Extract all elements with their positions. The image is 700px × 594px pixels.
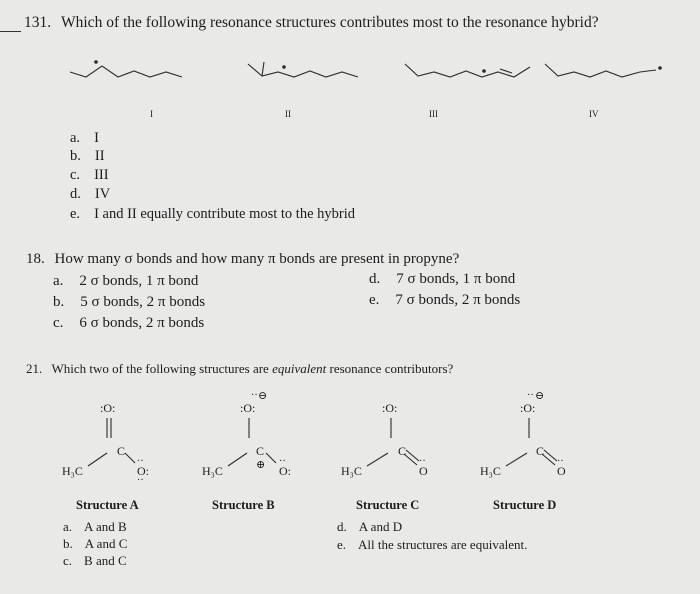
q21-question bbox=[26, 361, 453, 377]
q131-structure-3-chain bbox=[405, 64, 530, 77]
q21-structures bbox=[0, 380, 700, 490]
q131-label-2: II bbox=[285, 109, 291, 119]
structure-a-bottom-o: O: bbox=[137, 464, 149, 478]
svg-text:··: ·· bbox=[137, 456, 144, 467]
svg-text:··: ·· bbox=[137, 475, 144, 486]
structure-c-top-o: :O: bbox=[382, 401, 398, 415]
svg-text:··: ·· bbox=[251, 390, 258, 401]
q131-option-c: c. III bbox=[70, 167, 109, 183]
q131-blank-line bbox=[0, 31, 21, 32]
q131-structure-4-charge bbox=[658, 66, 662, 70]
structure-b-drawing bbox=[202, 390, 291, 478]
q131-label-3: III bbox=[429, 109, 438, 119]
q131-structure-2-charge bbox=[282, 65, 286, 69]
q18-text: How many σ bonds and how many π bonds are present in propyne? bbox=[54, 251, 460, 267]
q21-text: Which two of the following structures are equivalent resonance contributors? bbox=[51, 361, 454, 376]
structure-b-methyl: H₃C bbox=[202, 464, 223, 478]
svg-text:··: ·· bbox=[527, 390, 534, 401]
q21-option-d: d. A and D bbox=[337, 519, 403, 534]
q131-option-d: d. IV bbox=[70, 186, 111, 202]
structure-d-top-charge: ⊖ bbox=[535, 390, 545, 402]
structure-d-carbon: C bbox=[536, 444, 545, 458]
svg-text:··: ·· bbox=[279, 456, 286, 467]
q21-option-c: c. B and C bbox=[63, 553, 127, 568]
q131-label-4: IV bbox=[589, 109, 599, 119]
q21-number: 21. bbox=[26, 361, 43, 376]
q18-option-a: a. 2 σ bonds, 1 π bond bbox=[53, 273, 199, 289]
structure-c-methyl: H₃C bbox=[341, 464, 362, 478]
q131-option-a: a. I bbox=[70, 130, 99, 146]
structure-c-label: Structure C bbox=[356, 498, 420, 512]
structure-b-c-charge: ⊕ bbox=[256, 459, 266, 471]
q131-option-e: e. I and II equally contribute most to the hybrid bbox=[70, 206, 355, 222]
q18-option-d: d. 7 σ bonds, 1 π bond bbox=[369, 271, 516, 287]
structure-b-top-charge: ⊖ bbox=[258, 390, 268, 402]
q21-option-b: b. A and C bbox=[63, 536, 128, 551]
structure-a-methyl: H₃C bbox=[62, 464, 83, 478]
q131-question bbox=[24, 14, 599, 32]
structure-d-methyl: H₃C bbox=[480, 464, 501, 478]
structure-c-carbon: C bbox=[398, 444, 407, 458]
q131-structure-4-chain bbox=[545, 64, 656, 77]
q21-option-e: e. All the structures are equivalent. bbox=[337, 537, 528, 552]
q18-number: 18. bbox=[26, 251, 45, 267]
structure-a-label: Structure A bbox=[76, 498, 139, 512]
svg-text:··: ·· bbox=[419, 456, 426, 467]
q131-structure-2-chain bbox=[248, 64, 358, 77]
q18-question bbox=[26, 251, 459, 268]
q131-structure-1-charge bbox=[94, 60, 98, 64]
structure-a-top-o: :O: bbox=[100, 401, 116, 415]
q18-option-c: c. 6 σ bonds, 2 π bonds bbox=[53, 315, 205, 331]
svg-text:··: ·· bbox=[557, 456, 564, 467]
q18-option-b: b. 5 σ bonds, 2 π bonds bbox=[53, 294, 206, 310]
q131-option-b: b. II bbox=[70, 148, 105, 164]
q18-option-e: e. 7 σ bonds, 2 π bonds bbox=[369, 292, 521, 308]
q21-option-a: a. A and B bbox=[63, 519, 127, 534]
structure-b-top-o: :O: bbox=[240, 401, 256, 415]
q131-structure-1-chain bbox=[70, 66, 182, 77]
structure-c-drawing bbox=[341, 401, 428, 478]
structure-d-top-o: :O: bbox=[520, 401, 536, 415]
structure-c-bottom-o: O bbox=[419, 464, 428, 478]
structure-d-label: Structure D bbox=[493, 498, 557, 512]
structure-b-label: Structure B bbox=[212, 498, 275, 512]
q131-label-1: I bbox=[150, 109, 153, 119]
q131-number: 131. bbox=[24, 14, 52, 31]
q131-structure-3-charge bbox=[482, 69, 486, 73]
structure-b-bottom-o: O: bbox=[279, 464, 291, 478]
q131-text: Which of the following resonance structures contributes most to the resonance hybrid? bbox=[61, 14, 599, 31]
structure-a-carbon: C bbox=[117, 444, 126, 458]
q131-resonance-structures bbox=[0, 40, 700, 130]
structure-d-drawing bbox=[480, 390, 566, 478]
structure-d-bottom-o: O bbox=[557, 464, 566, 478]
structure-a-drawing bbox=[62, 401, 149, 486]
structure-b-carbon: C bbox=[256, 444, 265, 458]
